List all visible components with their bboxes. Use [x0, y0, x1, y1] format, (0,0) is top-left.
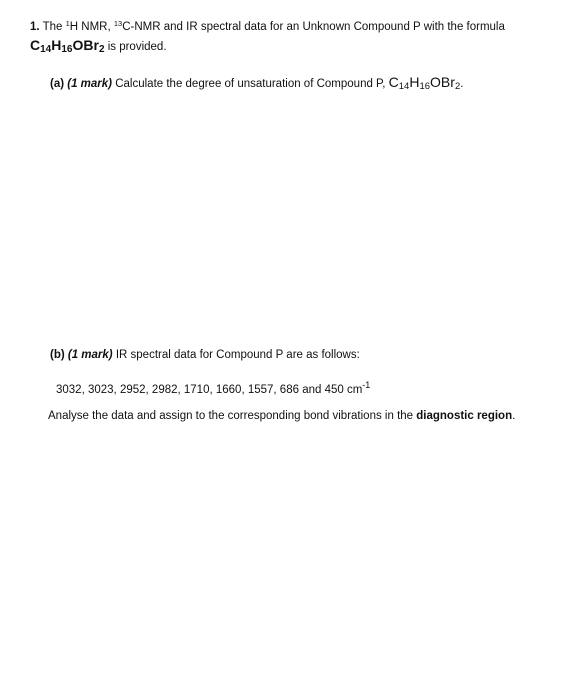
- part-b-instruction: [48, 410, 515, 424]
- part-a-formula: $C_{14}H_{16}OBr_2$: [388, 74, 461, 92]
- compound-formula: $C_{14}H_{16}OBr_2$: [30, 37, 105, 55]
- question-intro-line: [30, 19, 505, 35]
- instruction-end: .: [512, 410, 516, 422]
- c-isotope: 13: [113, 19, 123, 28]
- part-b: [50, 349, 360, 363]
- part-b-marks: (1 mark): [67, 349, 113, 361]
- question-formula-line: [30, 37, 167, 56]
- ir-values: [56, 380, 370, 398]
- intro-mid: C-NMR and IR spectral data for an Unknown Compound P with the formula: [122, 21, 505, 33]
- part-a-text: Calculate the degree of unsaturation of Compound P,: [112, 78, 389, 90]
- h-nmr-text: H NMR,: [69, 21, 114, 33]
- part-a: [50, 74, 463, 92]
- h-isotope: 1: [65, 19, 70, 28]
- part-a-marks: (1 mark): [67, 78, 113, 90]
- intro-pre: The: [42, 21, 66, 33]
- part-b-text: IR spectral data for Compound P are as follows:: [112, 349, 360, 361]
- ir-values-text: 3032, 3023, 2952, 2982, 1710, 1660, 1557, 686 and 450 cm: [56, 384, 363, 396]
- part-a-end: .: [460, 78, 464, 90]
- instruction-bold: diagnostic region: [416, 410, 513, 422]
- intro-end: is provided.: [104, 41, 167, 53]
- part-b-label: (b): [50, 349, 65, 361]
- ir-unit-exponent: -1: [362, 380, 371, 390]
- part-a-label: (a): [50, 78, 65, 90]
- instruction-pre: Analyse the data and assign to the corresponding bond vibrations in the: [48, 410, 417, 422]
- question-number: 1.: [30, 21, 40, 33]
